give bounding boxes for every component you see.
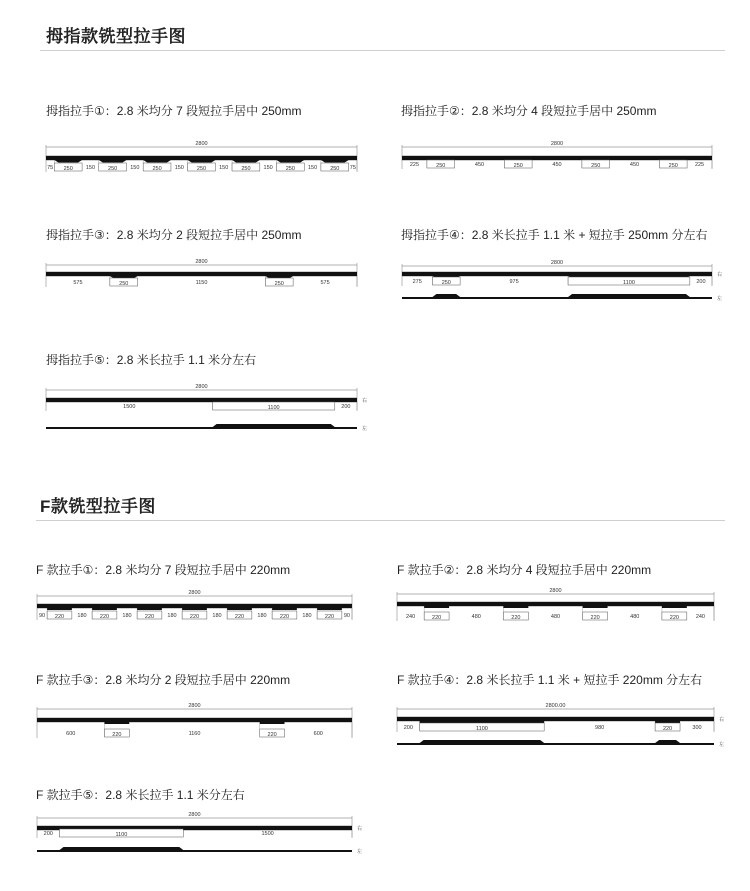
total-dimension-label: 2800	[195, 259, 208, 265]
total-dimension-label: 2800	[188, 812, 201, 818]
handle-length-label: 220	[144, 614, 155, 620]
gap-length-label: 980	[595, 725, 605, 731]
gap-length-label: 200	[403, 725, 413, 731]
gap-length-label: 150	[307, 165, 318, 171]
gap-length-label: 1160	[188, 731, 201, 737]
left-side-bar	[37, 850, 352, 852]
handle-length-label: 220	[662, 726, 673, 732]
gap-length-label: 90	[39, 613, 46, 619]
gap-length-label: 225	[694, 162, 705, 168]
diagram-caption: 拇指拉手②：2.8 米均分 4 段短拉手居中 250mm	[401, 104, 657, 118]
left-side-label: 左	[362, 426, 368, 432]
section-title-thumb: 拇指款铣型拉手图	[46, 27, 186, 46]
gap-length-label: 240	[405, 614, 416, 620]
gap-length-label: 300	[692, 725, 702, 731]
gap-length-label: 180	[257, 613, 267, 619]
total-dimension-label: 2800	[550, 260, 564, 266]
gap-length-label: 150	[85, 165, 96, 171]
gap-length-label: 575	[320, 280, 330, 286]
handle-length-label: 250	[196, 166, 207, 172]
right-side-label: 右	[357, 826, 363, 832]
total-dimension-label: 2800	[195, 384, 208, 390]
gap-length-label: 180	[167, 613, 177, 619]
handle-length-label: 250	[119, 281, 129, 287]
gap-length-label: 75	[349, 165, 356, 171]
diagram-caption: F 款拉手③：2.8 米均分 2 段短拉手居中 220mm	[36, 673, 291, 687]
gap-length-label: 480	[550, 614, 561, 620]
gap-length-label: 200	[43, 831, 53, 837]
handle-length-label: 250	[285, 166, 295, 172]
handle-length-label: 250	[441, 280, 451, 286]
total-dimension-label: 2800	[188, 590, 201, 596]
handle-length-label: 250	[63, 166, 73, 172]
handle-length-label: 250	[330, 166, 340, 172]
diagram-caption: F 款拉手②：2.8 米均分 4 段短拉手居中 220mm	[397, 563, 652, 577]
diagram-caption: F 款拉手①：2.8 米均分 7 段短拉手居中 220mm	[36, 563, 291, 577]
gap-length-label: 480	[471, 614, 481, 620]
gap-length-label: 275	[412, 279, 422, 285]
handle-length-label: 220	[99, 614, 110, 620]
gap-length-label: 180	[77, 613, 87, 619]
gap-length-label: 450	[552, 162, 562, 168]
handle-length-label: 220	[234, 614, 245, 620]
diagram-caption: 拇指拉手③：2.8 米均分 2 段短拉手居中 250mm	[46, 228, 302, 242]
handle-length-label: 220	[669, 615, 679, 621]
handle-length-label: 220	[54, 614, 65, 620]
diagram-caption: 拇指拉手⑤：2.8 米长拉手 1.1 米分左右	[46, 353, 257, 367]
handle-length-label: 220	[590, 615, 600, 621]
handle-length-label: 220	[267, 732, 277, 738]
diagram-caption: F 款拉手④：2.8 米长拉手 1.1 米 + 短拉手 220mm 分左右	[397, 673, 703, 687]
handle-length-label: 250	[436, 163, 446, 169]
total-dimension-label: 2800.00	[545, 703, 566, 709]
diagram-caption: F 款拉手⑤：2.8 米长拉手 1.1 米分左右	[36, 788, 245, 802]
gap-length-label: 150	[174, 165, 184, 171]
gap-length-label: 150	[263, 165, 273, 171]
handle-length-label: 250	[108, 166, 118, 172]
right-side-label: 右	[362, 398, 368, 404]
gap-length-label: 1500	[123, 404, 136, 410]
gap-length-label: 240	[695, 614, 706, 620]
gap-length-label: 200	[696, 279, 706, 285]
handle-length-label: 250	[591, 163, 601, 169]
gap-length-label: 75	[47, 165, 54, 171]
handle-length-label: 1100	[475, 726, 488, 732]
left-side-label: 左	[717, 296, 723, 302]
gap-length-label: 450	[629, 162, 640, 168]
handle-length-label: 250	[668, 163, 678, 169]
gap-length-label: 150	[130, 165, 140, 171]
right-side-label: 右	[717, 272, 723, 278]
handle-length-label: 1100	[267, 405, 280, 411]
handle-length-label: 250	[274, 281, 284, 287]
total-dimension-label: 2800	[550, 141, 564, 147]
gap-length-label: 150	[219, 165, 229, 171]
gap-length-label: 1150	[195, 280, 208, 286]
left-side-label: 左	[357, 849, 363, 855]
gap-length-label: 480	[630, 614, 640, 620]
handle-length-label: 220	[324, 614, 335, 620]
diagram-caption: 拇指拉手④：2.8 米长拉手 1.1 米 + 短拉手 250mm 分左右	[401, 228, 708, 242]
section-title-f: F款铣型拉手图	[40, 497, 156, 516]
handle-length-label: 1100	[115, 832, 128, 838]
gap-length-label: 180	[122, 613, 132, 619]
handle-length-label: 250	[152, 166, 162, 172]
right-side-label: 右	[719, 717, 725, 723]
gap-length-label: 975	[509, 279, 519, 285]
gap-length-label: 90	[343, 613, 350, 619]
left-handle-groove	[60, 847, 184, 850]
total-dimension-label: 2800	[195, 141, 208, 147]
handle-length-label: 250	[513, 163, 523, 169]
handle-length-label: 220	[511, 615, 521, 621]
handle-length-label: 250	[241, 166, 251, 172]
diagram-caption: 拇指拉手①：2.8 米均分 7 段短拉手居中 250mm	[46, 104, 302, 118]
gap-length-label: 1500	[261, 831, 274, 837]
gap-length-label: 180	[302, 613, 312, 619]
handle-length-label: 1100	[623, 280, 635, 286]
handle-length-label: 220	[279, 614, 290, 620]
gap-length-label: 600	[66, 731, 76, 737]
handle-length-label: 220	[189, 614, 200, 620]
gap-length-label: 225	[409, 162, 420, 168]
handle-length-label: 220	[432, 615, 442, 621]
gap-length-label: 600	[313, 731, 323, 737]
total-dimension-label: 2800	[549, 588, 562, 594]
handle-length-label: 220	[112, 732, 122, 738]
gap-length-label: 180	[212, 613, 222, 619]
gap-length-label: 200	[341, 404, 351, 410]
total-dimension-label: 2800	[188, 703, 201, 709]
gap-length-label: 450	[474, 162, 485, 168]
left-side-label: 左	[719, 742, 725, 748]
gap-length-label: 575	[73, 280, 83, 286]
